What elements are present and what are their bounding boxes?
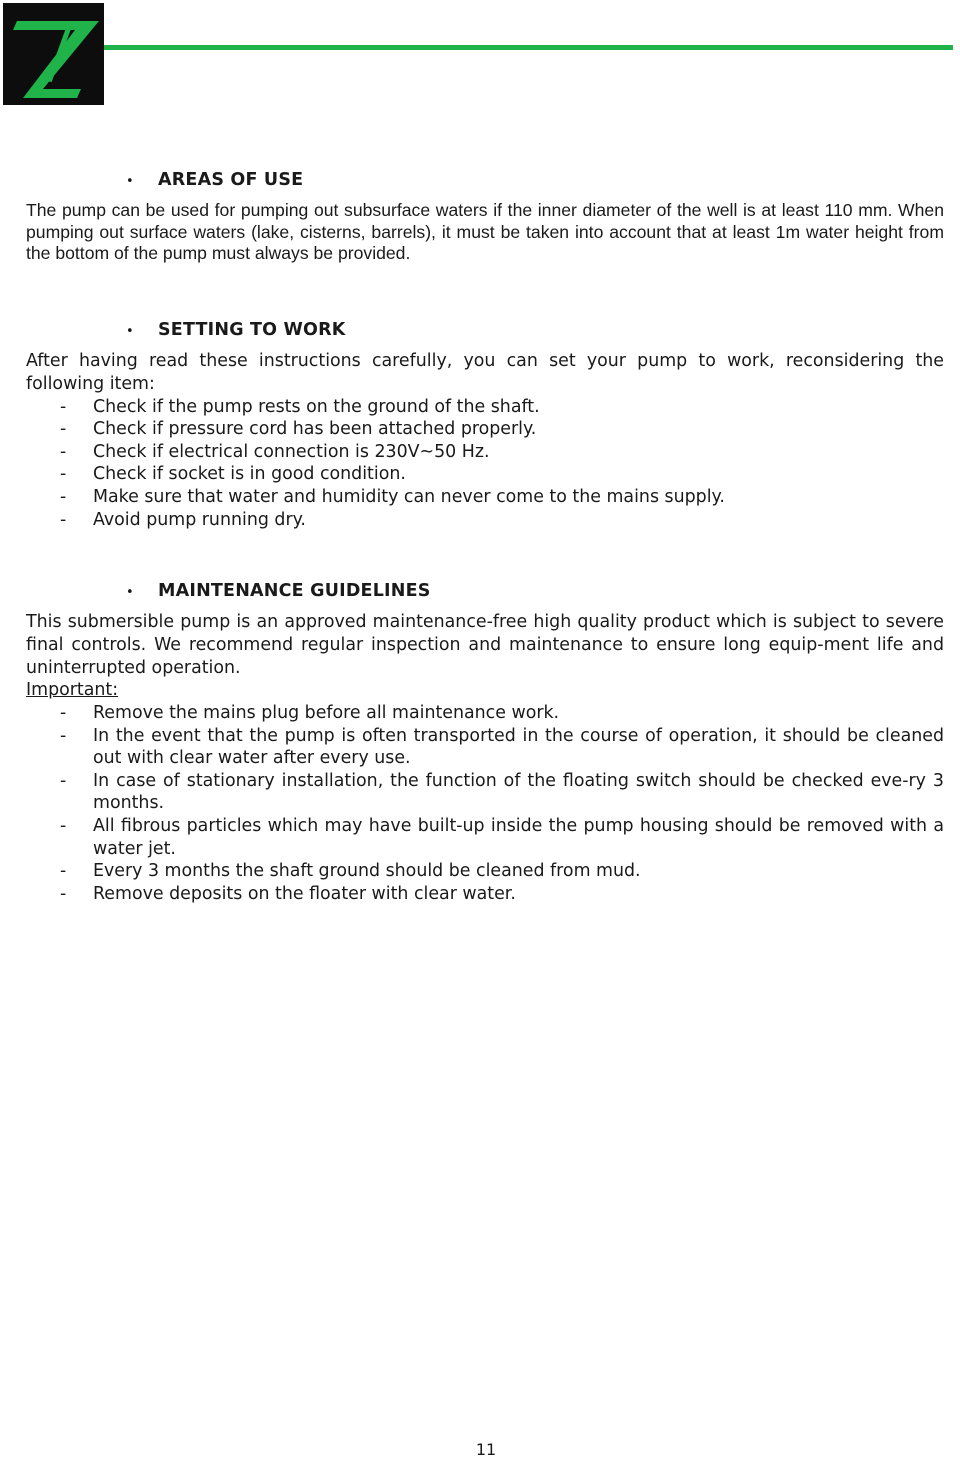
- list-item: - In the event that the pump is often transported in the course of operation, it should be cleaned out with clear water after every use.: [60, 725, 944, 769]
- list-item: - In case of stationary installation, the function of the floating switch should be checked eve-ry 3 months.: [60, 770, 944, 814]
- setting-to-work-list: [26, 396, 944, 532]
- list-item: - Make sure that water and humidity can never come to the mains supply.: [60, 486, 725, 507]
- bullet-icon: •: [126, 324, 134, 339]
- list-item: - Every 3 months the shaft ground should be cleaned from mud.: [60, 861, 641, 882]
- maintenance-heading: • MAINTENANCE GUIDELINES: [126, 581, 431, 601]
- areas-of-use-heading: • AREAS OF USE: [126, 170, 304, 190]
- areas-of-use-section: [26, 170, 944, 265]
- setting-to-work-intro: After having read these instructions carefully, you can set your pump to work, reconsidering the following item:: [26, 351, 944, 394]
- header-rule: [104, 45, 953, 50]
- list-item: - Check if the pump rests on the ground of the shaft.: [60, 396, 540, 417]
- list-item: - Check if electrical connection is 230V~50 Hz.: [60, 441, 490, 462]
- areas-of-use-body: The pump can be used for pumping out subsurface waters if the inner diameter of the well is at least 110 mm. When pumping out surface waters (lake, cisterns, barrels), it must be taken into account that at least 1m water height from the bottom of the pump must always be provided.: [26, 200, 944, 264]
- bullet-icon: •: [126, 174, 134, 189]
- page-number: 11: [475, 1440, 497, 1459]
- list-item: - All fibrous particles which may have built-up inside the pump housing should be removed with a water jet.: [60, 815, 944, 859]
- bullet-icon: •: [126, 585, 134, 600]
- list-item: - Remove the mains plug before all maintenance work.: [60, 702, 560, 723]
- maintenance-list: [26, 702, 944, 905]
- list-item: - Avoid pump running dry.: [60, 509, 306, 530]
- list-item: - Check if socket is in good condition.: [60, 464, 406, 485]
- setting-to-work-heading: • SETTING TO WORK: [126, 320, 346, 340]
- list-item: - Check if pressure cord has been attached properly.: [60, 419, 537, 440]
- maintenance-intro: This submersible pump is an approved maintenance-free high quality product which is subject to severe final controls. We recommend regular inspection and maintenance to ensure long equip-ment life and uninterrupted operation.: [26, 612, 944, 678]
- z-logo-icon: [3, 3, 104, 105]
- important-label: Important:: [26, 680, 119, 701]
- setting-to-work-section: [26, 320, 944, 531]
- maintenance-section: [26, 581, 944, 905]
- list-item: - Remove deposits on the floater with clear water.: [60, 883, 516, 904]
